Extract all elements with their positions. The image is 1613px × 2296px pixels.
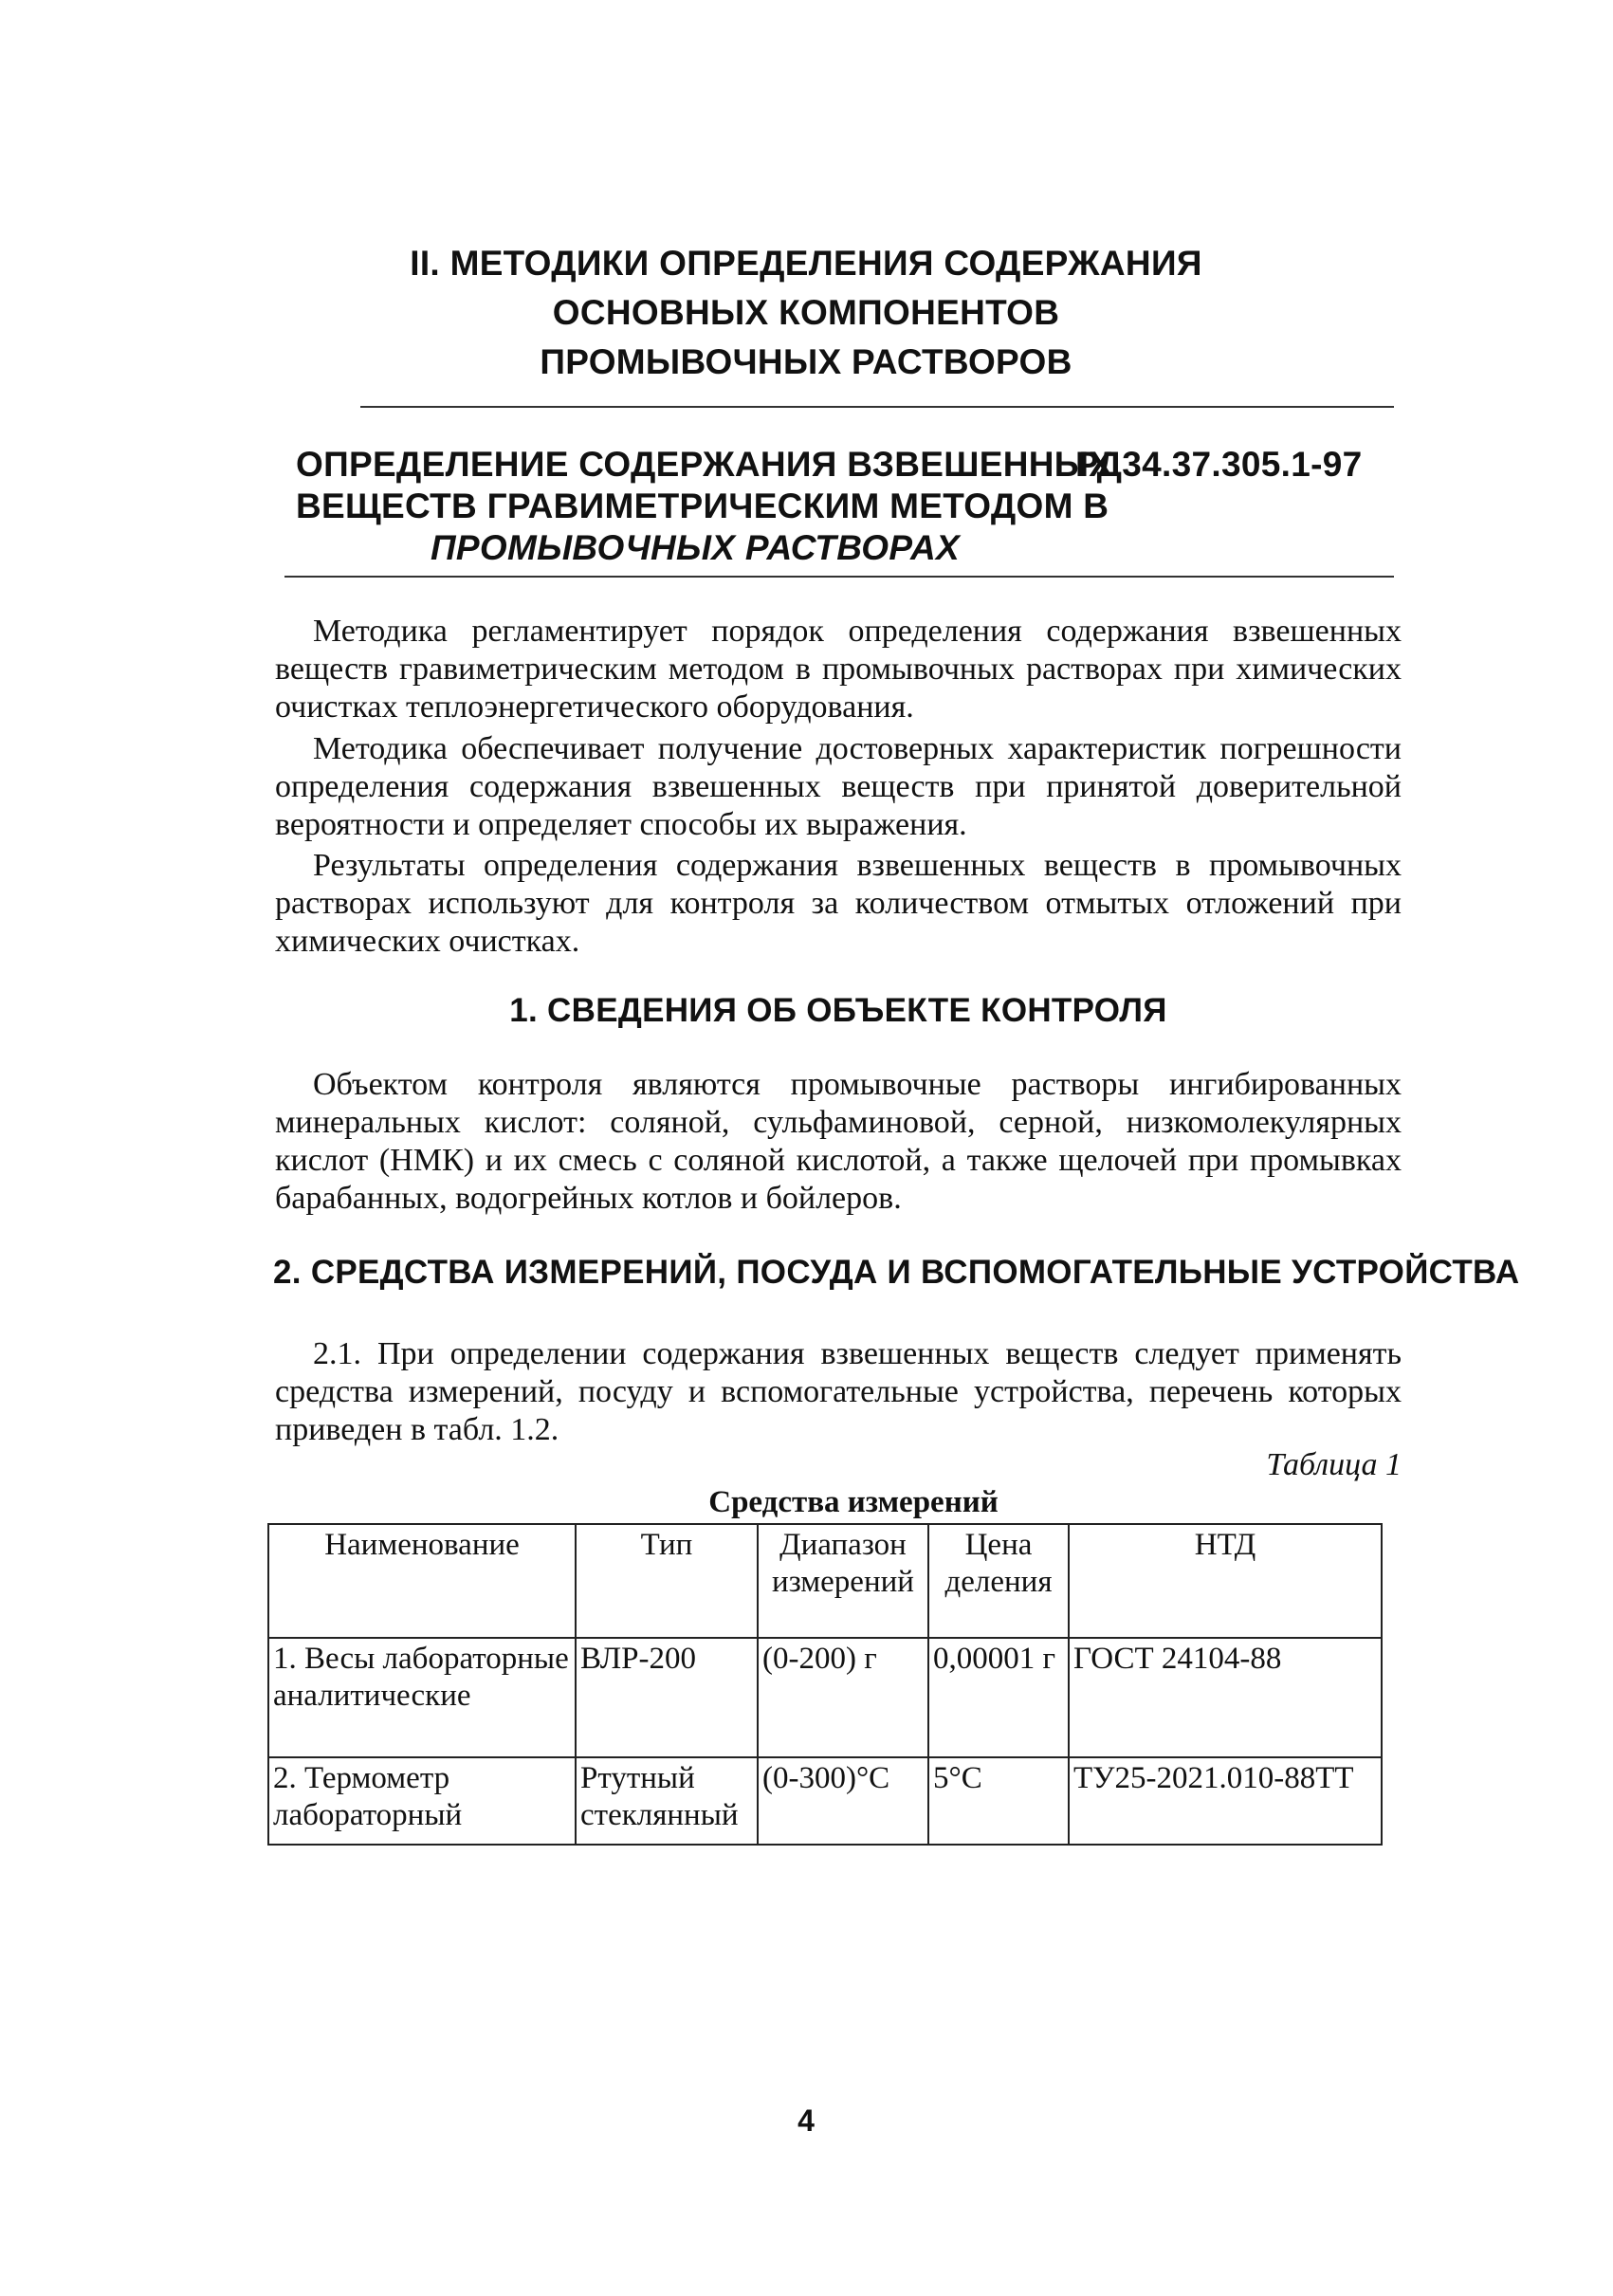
section-1-heading: 1. СВЕДЕНИЯ ОБ ОБЪЕКТЕ КОНТРОЛЯ [509,992,1167,1029]
header-ntd: НТД [1069,1524,1382,1638]
header-division: Цена деления [928,1524,1069,1638]
table-header-row [268,1524,1382,1638]
header-range: Диапазон измерений [758,1524,928,1638]
section-1-text: Объектом контроля являются промывочные растворы ингибированных минеральных кислот: соляной, сульфаминовой, серной, низкомолекулярных кислот (НМК) и их смесь с соляной кислотой, а также щелочей при промывках барабанных, водогрейных котлов и бойлеров. [275,1067,1402,1216]
intro-paragraph-1: Методика регламентирует порядок определения содержания взвешенных веществ гравиметрическим методом в промывочных растворах при химических очистках теплоэнергетического оборудования. [275,614,1402,725]
section-title-line: II. МЕТОДИКИ ОПРЕДЕЛЕНИЯ СОДЕРЖАНИЯ [410,244,1202,283]
doc-title-line-3: ПРОМЫВОЧНЫХ РАСТВОРАХ [431,528,961,567]
cell-name: 2. Термометр лабораторный [268,1757,576,1845]
cell-ntd: ГОСТ 24104-88 [1069,1638,1382,1757]
divider [284,576,1394,578]
section-title [284,239,1328,387]
cell-division: 0,00001 г [928,1638,1069,1757]
page-number: 4 [797,2103,815,2138]
table-label: Таблица 1 [1266,1447,1402,1482]
doc-title-line-2: ВЕЩЕСТВ ГРАВИМЕТРИЧЕСКИМ МЕТОДОМ В [296,487,1109,525]
table-row [268,1757,1382,1845]
doc-code: РД34.37.305.1-97 [1075,445,1363,484]
measurement-table [267,1523,1383,1846]
intro-paragraph-3: Результаты определения содержания взвешенных веществ в промывочных растворах используют для контроля за количеством отмытых отложений при химических очистках. [275,848,1402,959]
header-type: Тип [576,1524,758,1638]
cell-type: Ртутный стеклянный [576,1757,758,1845]
header-name: Наименование [268,1524,576,1638]
cell-range: (0-300)°С [758,1757,928,1845]
cell-ntd: ТУ25-2021.010-88ТТ [1069,1757,1382,1845]
section-title-line: ОСНОВНЫХ КОМПОНЕНТОВ [552,293,1060,332]
section-2-heading: 2. СРЕДСТВА ИЗМЕРЕНИЙ, ПОСУДА И ВСПОМОГАТЕЛЬНЫЕ УСТРОЙСТВА [273,1254,1520,1291]
table-row [268,1638,1382,1757]
cell-range: (0-200) г [758,1638,928,1757]
cell-name: 1. Весы лабораторные аналитические [268,1638,576,1757]
table-caption: Средства измерений [708,1485,999,1519]
divider [360,406,1394,408]
intro-paragraph-2: Методика обеспечивает получение достоверных характеристик погрешности определения содержания взвешенных веществ при принятой доверительной вероятности и определяет способы их выражения. [275,731,1402,842]
section-title-line: ПРОМЫВОЧНЫХ РАСТВОРОВ [540,342,1072,381]
cell-type: ВЛР-200 [576,1638,758,1757]
doc-title-line-1: ОПРЕДЕЛЕНИЕ СОДЕРЖАНИЯ ВЗВЕШЕННЫХ [296,445,1113,484]
cell-division: 5°С [928,1757,1069,1845]
section-2-text: 2.1. При определении содержания взвешенных веществ следует применять средства измерений, посуду и вспомогательные устройства, перечень которых приведен в табл. 1.2. [275,1336,1402,1447]
